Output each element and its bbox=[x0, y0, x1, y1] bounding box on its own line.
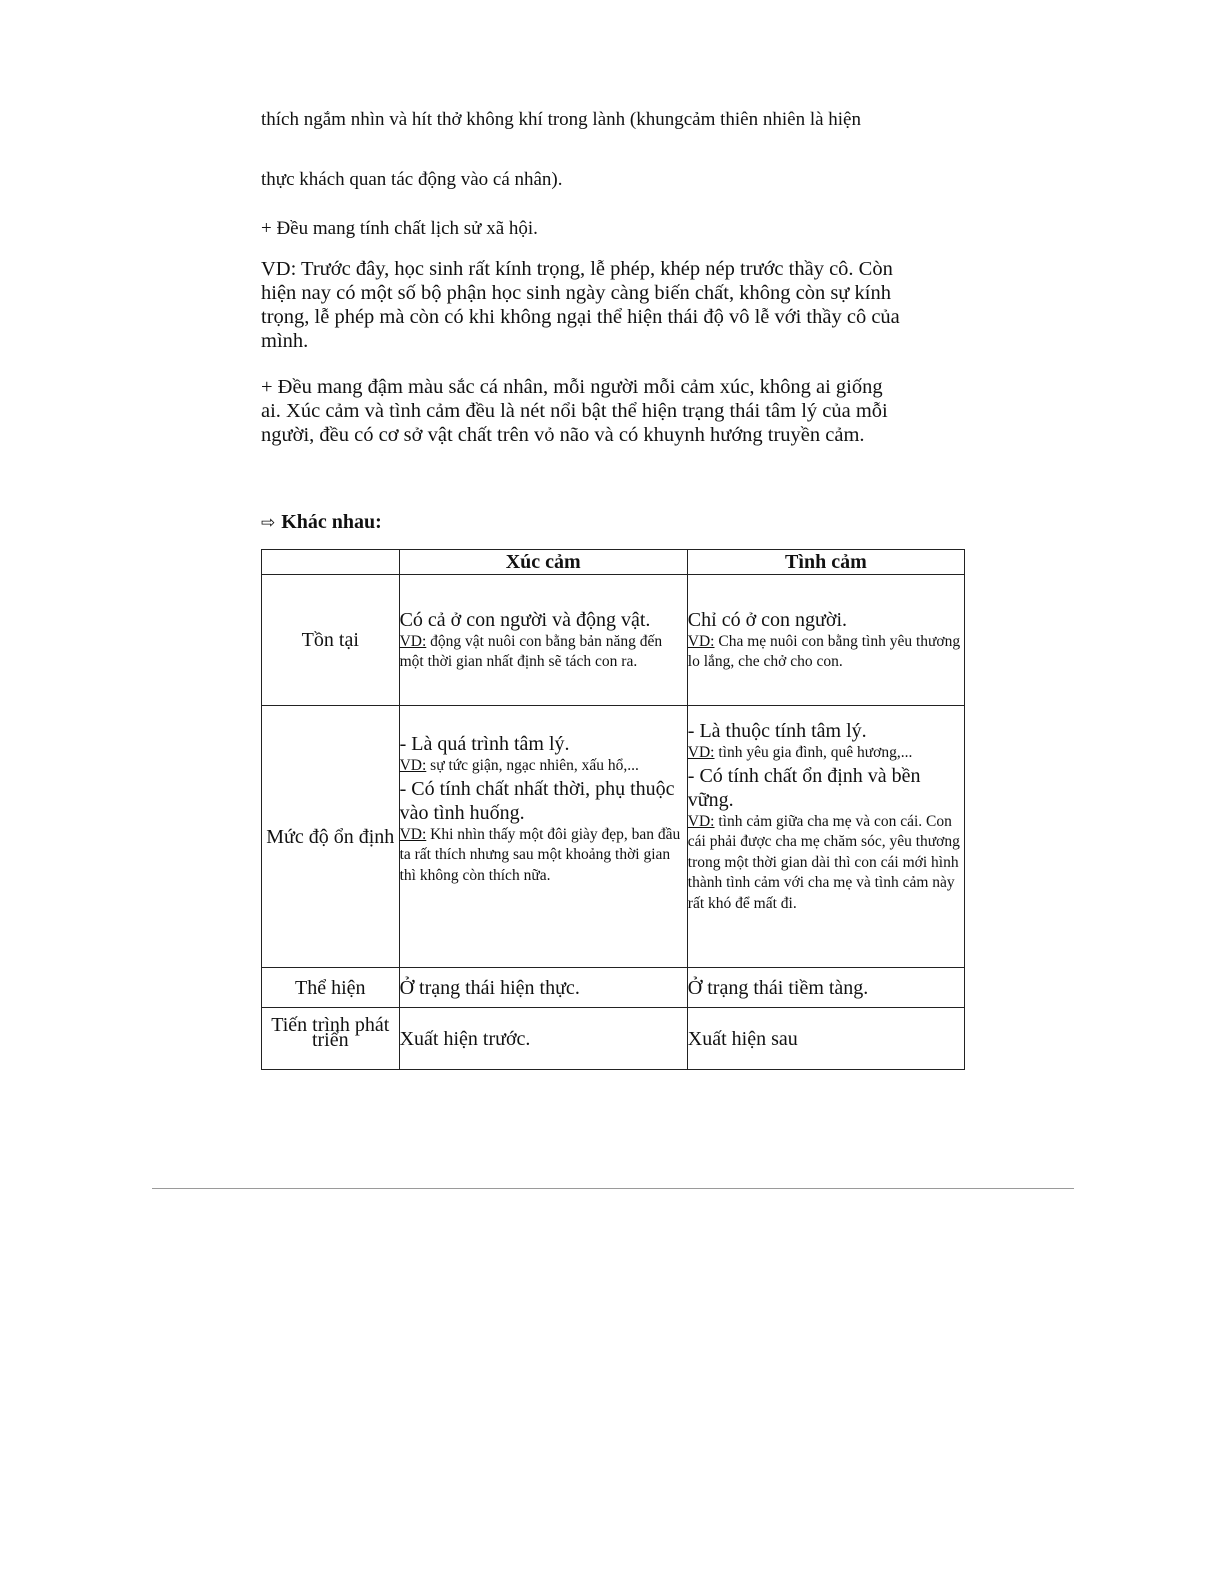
cell-example bbox=[688, 632, 964, 673]
cell-main-text: - Có tính chất ổn định và bền vững. bbox=[687, 764, 921, 811]
header-xuc-cam: Xúc cảm bbox=[399, 550, 687, 575]
row-label-tien-trinh: Tiến trình phát triển bbox=[262, 1008, 400, 1070]
vd-label: VD: bbox=[687, 632, 715, 650]
table-row bbox=[262, 968, 965, 1008]
paragraph-similarity-personal: + Đều mang đậm màu sắc cá nhân, mỗi người mỗi cảm xúc, không ai giống ai. Xúc cảm và tình cảm đều là nét nổi bật thể hiện trạng thái tâm lý của mỗi người, đều có cơ sở vật chất trên vỏ não và có khuynh hướng truyền cảm. bbox=[261, 376, 888, 446]
cell-xuc-cam-muc-do bbox=[399, 706, 687, 968]
paragraph-similarity-history: + Đều mang tính chất lịch sử xã hội. bbox=[261, 218, 538, 239]
cell-tinh-cam-ton-tai bbox=[687, 575, 964, 706]
row-label-ton-tai: Tồn tại bbox=[262, 575, 400, 706]
cell-main-text: - Là thuộc tính tâm lý. bbox=[687, 720, 867, 742]
example-text: tình cảm giữa cha mẹ và con cái. Con cái phải được cha mẹ chăm sóc, yêu thương trong một thời gian dài thì con cái mới hình thành tình cảm với cha mẹ và tình cảm này rất khó để mất đi. bbox=[687, 812, 960, 912]
table-header-row bbox=[262, 550, 965, 575]
example-text: động vật nuôi con bằng bản năng đến một thời gian nhất định sẽ tách con ra. bbox=[399, 632, 663, 670]
cell-main-text: - Là quá trình tâm lý. bbox=[399, 733, 570, 755]
heading-text: Khác nhau: bbox=[281, 511, 382, 533]
example-text: sự tức giận, ngạc nhiên, xấu hổ,... bbox=[430, 757, 639, 774]
paragraph-example-students: VD: Trước đây, học sinh rất kính trọng, lễ phép, khép nép trước thầy cô. Còn hiện nay có một số bộ phận học sinh ngày càng biến chất, không còn sự kính trọng, lễ phép mà còn có khi không ngại thể hiện thái độ vô lễ với thầy cô của mình. bbox=[261, 258, 900, 352]
cell-example bbox=[688, 743, 964, 764]
cell-xuc-cam-the-hien: Ở trạng thái hiện thực. bbox=[399, 968, 687, 1008]
cell-main-text: Có cả ở con người và động vật. bbox=[399, 608, 651, 631]
vd-label: VD: bbox=[687, 812, 715, 830]
page-divider bbox=[152, 1188, 1074, 1189]
vd-label: VD: bbox=[399, 632, 427, 650]
paragraph-line: thực khách quan tác động vào cá nhân). bbox=[261, 169, 563, 190]
comparison-table bbox=[261, 549, 965, 1070]
row-label-muc-do-on-dinh: Mức độ ổn định bbox=[262, 706, 400, 968]
vd-label: VD: bbox=[399, 757, 427, 774]
cell-tinh-cam-muc-do bbox=[687, 706, 964, 968]
header-empty-cell bbox=[262, 550, 400, 575]
table-row bbox=[262, 706, 965, 968]
cell-example bbox=[400, 632, 687, 673]
cell-xuc-cam-ton-tai bbox=[399, 575, 687, 706]
example-text: Cha mẹ nuôi con bằng tình yêu thương lo lắng, che chở cho con. bbox=[687, 632, 961, 670]
cell-main-text: Chỉ có ở con người. bbox=[687, 608, 847, 631]
vd-label: VD: bbox=[687, 744, 715, 761]
example-text: Khi nhìn thấy một đôi giày đẹp, ban đầu ta rất thích nhưng sau một khoảng thời gian thì không còn thích nữa. bbox=[399, 825, 681, 884]
row-label-the-hien: Thể hiện bbox=[262, 968, 400, 1008]
cell-main-text: - Có tính chất nhất thời, phụ thuộc vào tình huống. bbox=[399, 777, 675, 824]
section-heading bbox=[261, 511, 382, 534]
cell-example bbox=[400, 756, 687, 777]
cell-tinh-cam-tien-trinh: Xuất hiện sau bbox=[687, 1008, 964, 1070]
table-row bbox=[262, 575, 965, 706]
arrow-right-icon: ⇨ bbox=[261, 513, 276, 533]
example-text: tình yêu gia đình, quê hương,... bbox=[718, 744, 913, 761]
vd-label: VD: bbox=[399, 825, 427, 843]
header-tinh-cam: Tình cảm bbox=[687, 550, 964, 575]
cell-example bbox=[688, 812, 964, 915]
paragraph-line: thích ngắm nhìn và hít thở không khí trong lành (khungcảm thiên nhiên là hiện bbox=[261, 109, 861, 130]
cell-example bbox=[400, 825, 687, 887]
cell-tinh-cam-the-hien: Ở trạng thái tiềm tàng. bbox=[687, 968, 964, 1008]
table-row bbox=[262, 1008, 965, 1070]
cell-xuc-cam-tien-trinh: Xuất hiện trước. bbox=[399, 1008, 687, 1070]
